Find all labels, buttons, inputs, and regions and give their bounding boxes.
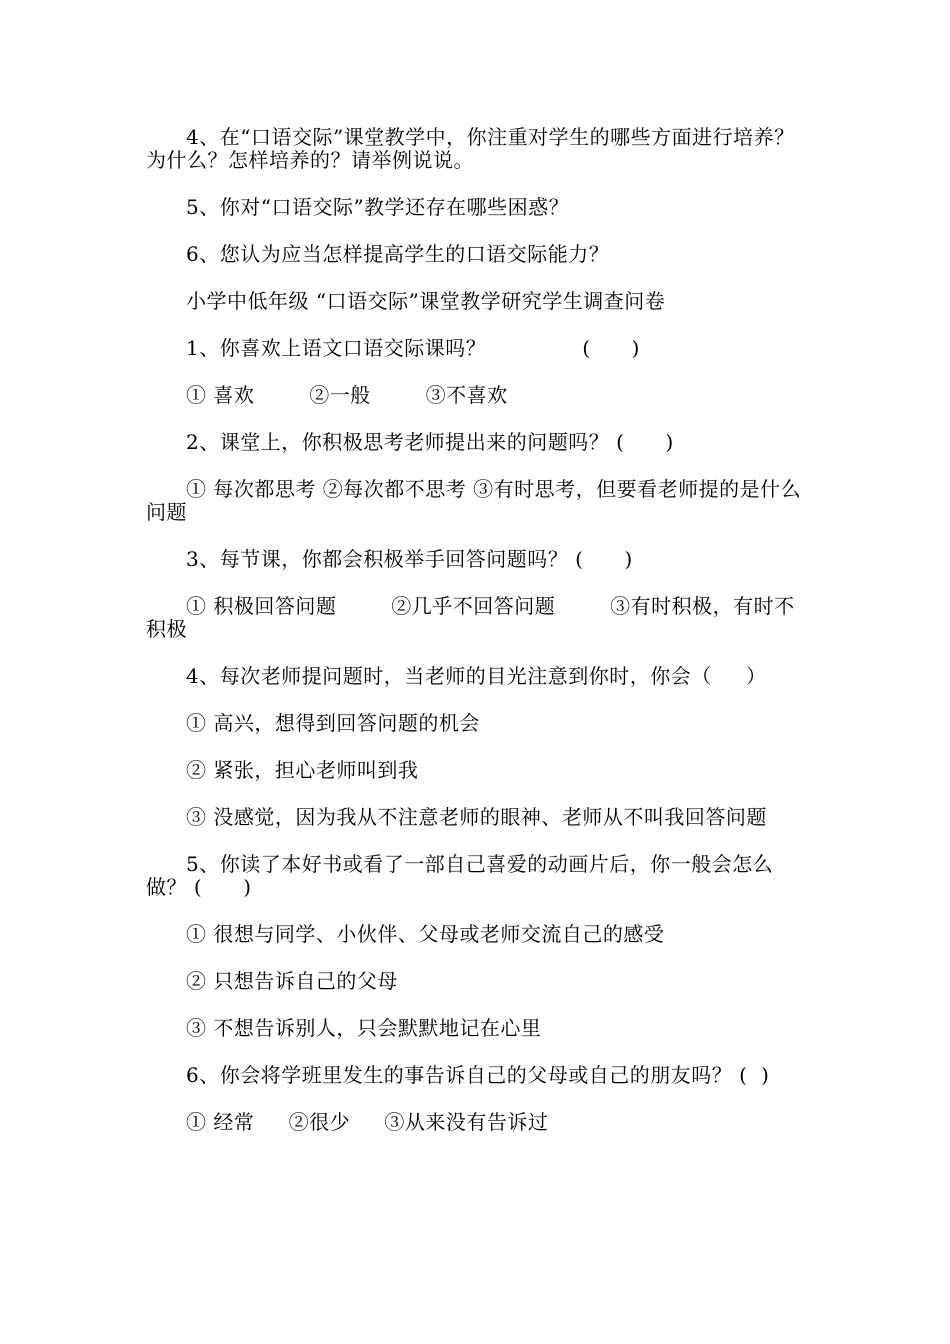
teacher-question-6: 6、您认为应当怎样提高学生的口语交际能力？ xyxy=(186,242,610,266)
teacher-question-5: 5、你对“口语交际”教学还存在哪些困惑？ xyxy=(186,195,570,219)
student-question-4-option-2: ② 紧张，担心老师叫到我 xyxy=(186,758,419,782)
student-question-5: 5、你读了本好书或看了一部自己喜爱的动画片后，你一般会怎么做？ ( ) xyxy=(146,852,774,899)
student-question-4-option-3: ③ 没感觉，因为我从不注意老师的眼神、老师从不叫我回答问题 xyxy=(186,805,767,829)
student-question-2-options: ① 每次都思考 ②每次都不思考 ③有时思考，但要看老师提的是什么问题 xyxy=(146,477,802,524)
student-question-3: 3、每节课，你都会积极举手回答问题吗？ ( ) xyxy=(186,547,633,571)
student-question-6-options: ① 经常 ②很少 ③从来没有告诉过 xyxy=(186,1110,549,1134)
student-question-5-option-1: ① 很想与同学、小伙伴、父母或老师交流自己的感受 xyxy=(186,922,665,946)
student-question-3-options: ① 积极回答问题 ②几乎不回答问题 ③有时积极，有时不积极 xyxy=(146,594,795,641)
student-question-5-option-3: ③ 不想告诉别人，只会默默地记在心里 xyxy=(186,1016,542,1040)
student-question-1-options: ① 喜欢 ②一般 ③不喜欢 xyxy=(186,383,508,407)
student-question-4-option-1: ① 高兴，想得到回答问题的机会 xyxy=(186,711,480,735)
student-question-4: 4、每次老师提问题时，当老师的目光注意到你时，你会（ ） xyxy=(186,664,767,688)
student-question-1: 1、你喜欢上语文口语交际课吗？ ( ) xyxy=(186,336,640,360)
student-survey-title: 小学中低年级 “口语交际”课堂教学研究学生调查问卷 xyxy=(186,289,666,313)
document-body xyxy=(146,126,810,1158)
teacher-question-4: 4、在“口语交际”课堂教学中，你注重对学生的哪些方面进行培养？为什么？怎样培养的？请举例说说。 xyxy=(146,125,795,172)
student-question-2: 2、课堂上，你积极思考老师提出来的问题吗？ ( ) xyxy=(186,430,674,454)
student-question-5-option-2: ② 只想告诉自己的父母 xyxy=(186,969,398,993)
student-question-6: 6、你会将学班里发生的事告诉自己的父母或自己的朋友吗？ ( ) xyxy=(186,1063,770,1087)
